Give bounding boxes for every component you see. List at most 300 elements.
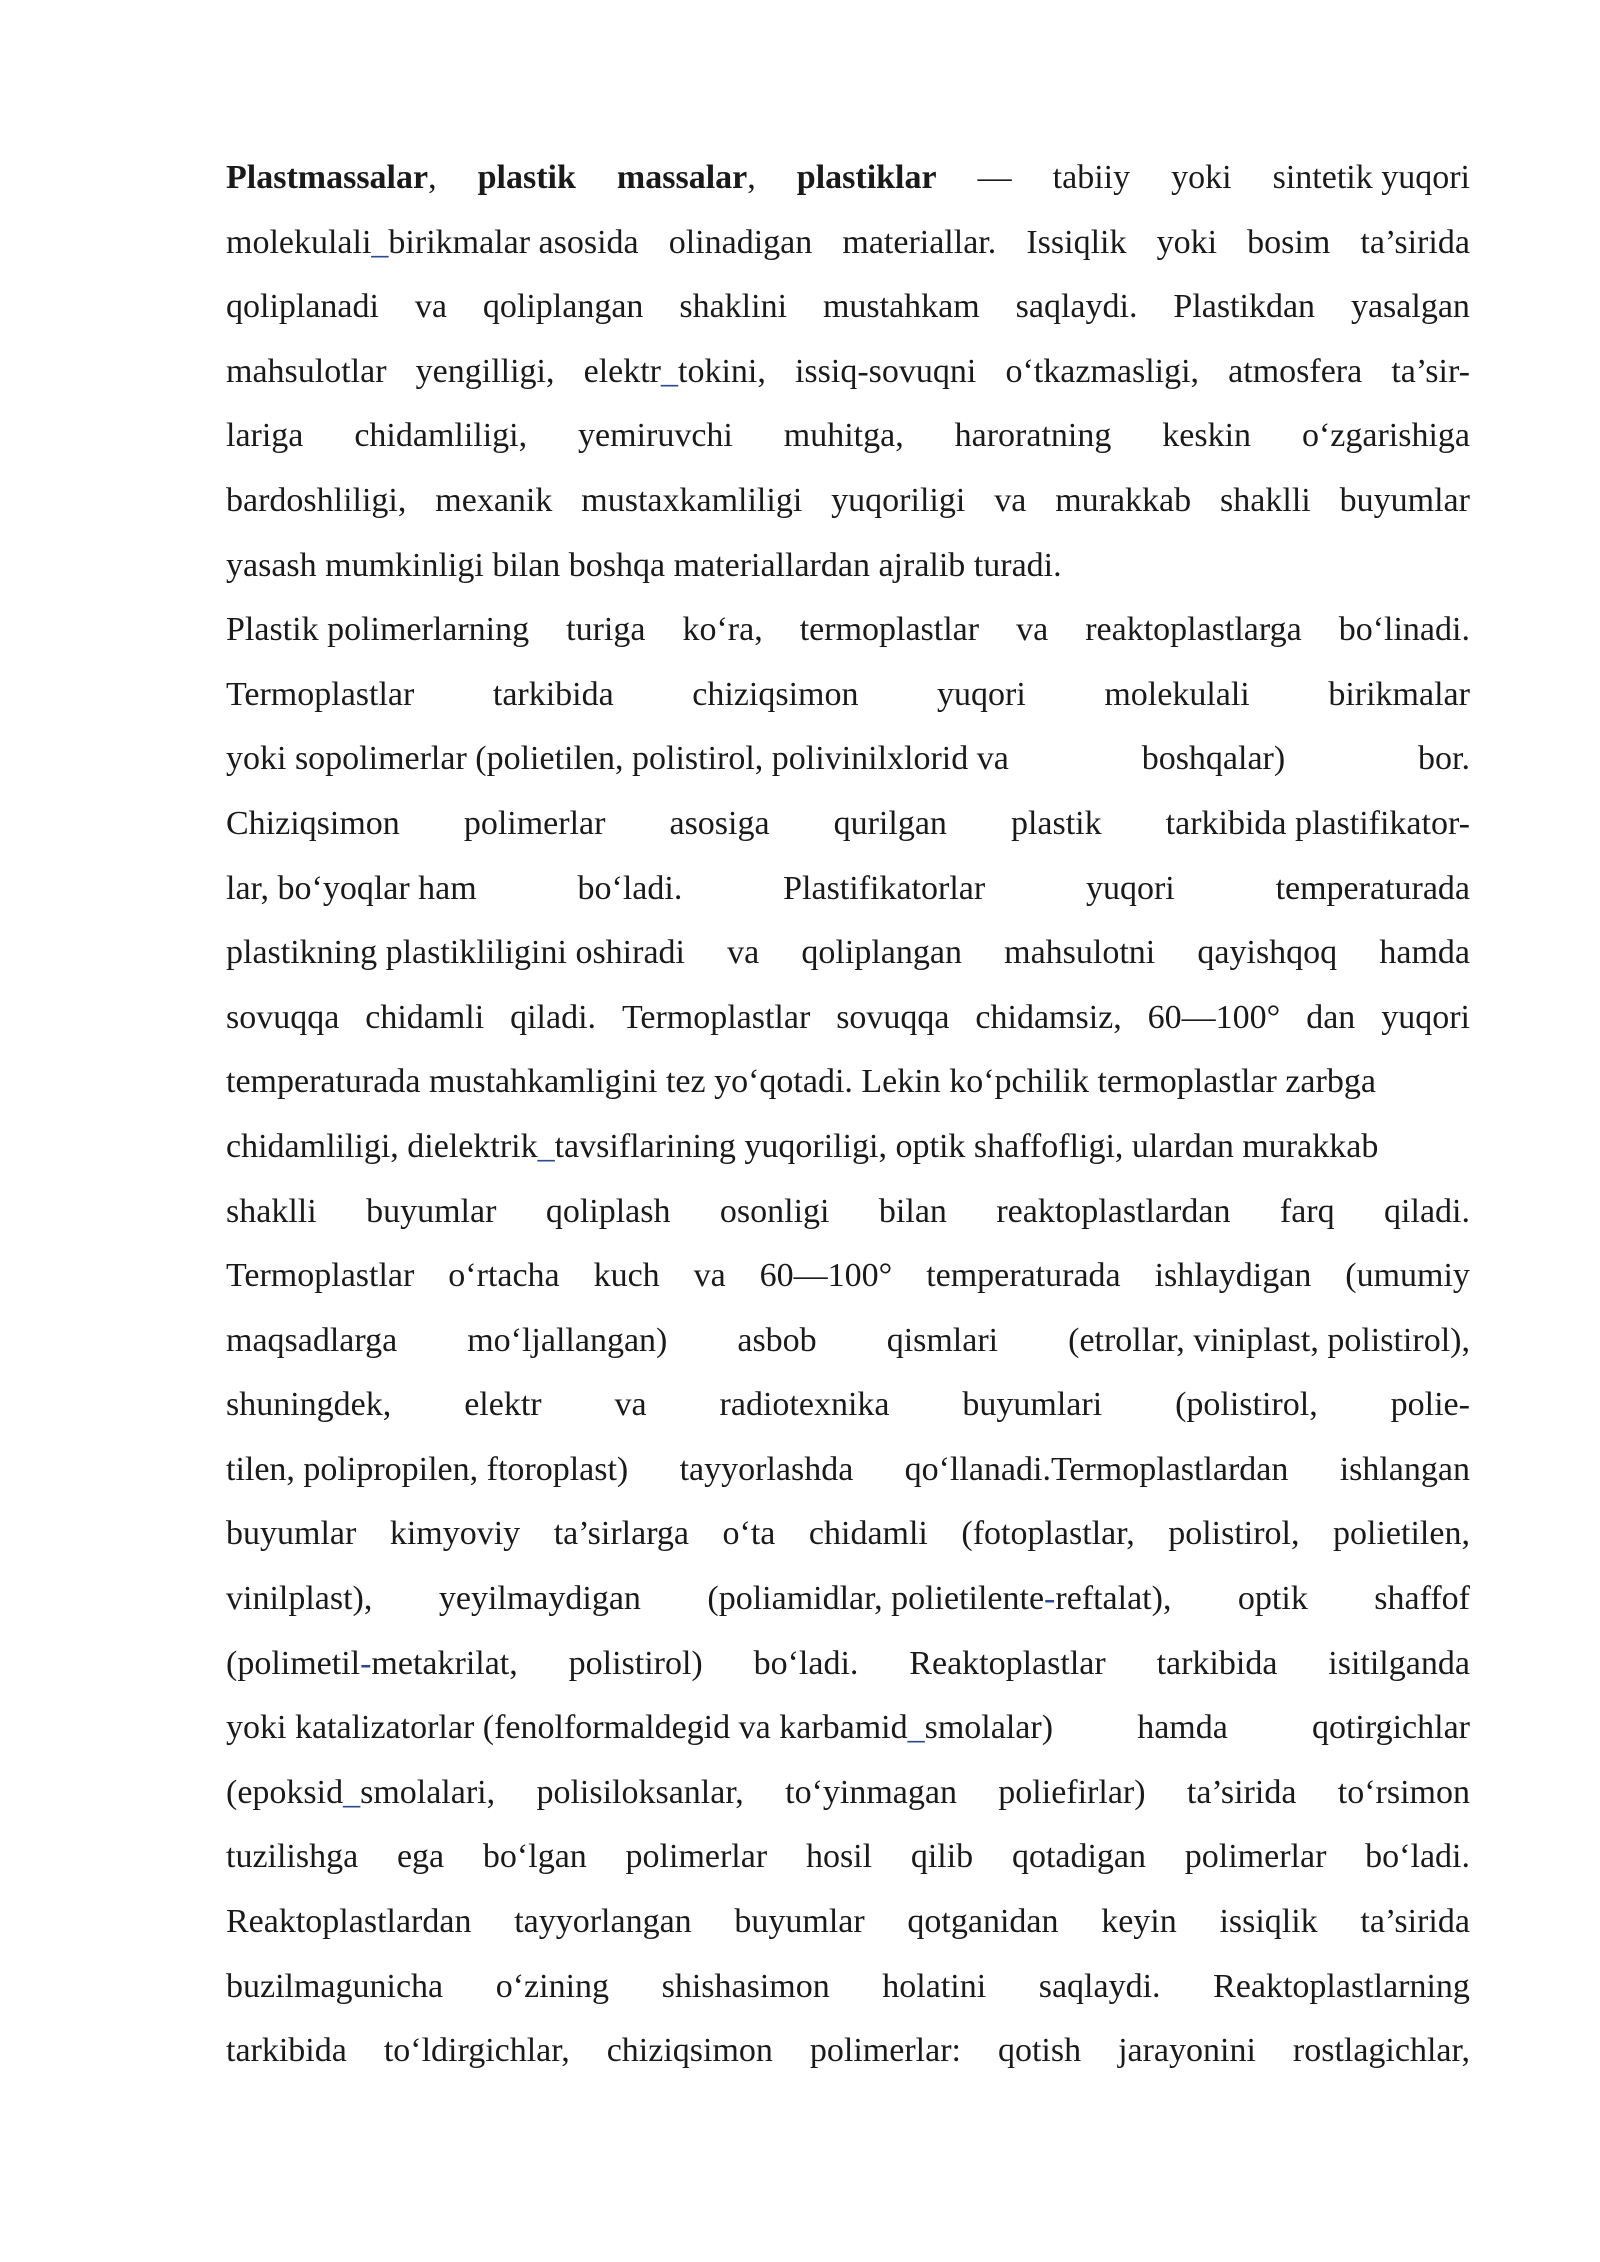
word: Termoplastlar — [226, 1257, 415, 1295]
word: bo‘ladi. — [577, 869, 683, 907]
text-segment — [226, 1373, 391, 1438]
word: sovuqqa — [836, 998, 950, 1036]
word: mahsulotlar — [226, 352, 387, 390]
word: Plastikdan — [1173, 288, 1316, 326]
text-line — [226, 1309, 1470, 1374]
text-segment — [682, 598, 762, 663]
text-segment — [831, 469, 965, 534]
text-segment — [226, 1438, 628, 1503]
word: asosiga — [669, 804, 770, 842]
text-segment — [926, 1244, 1120, 1309]
word: molekulali — [1104, 675, 1250, 713]
text-segment — [594, 1244, 660, 1309]
text-segment — [907, 1890, 1058, 1955]
text-segment — [978, 146, 1012, 211]
word: elektr — [583, 352, 662, 390]
text-segment — [226, 340, 387, 405]
word: yengilligi, — [415, 352, 555, 390]
text-segment — [723, 1502, 776, 1567]
text-segment — [1273, 146, 1470, 211]
word: Issiqlik — [1026, 223, 1127, 261]
text-segment — [464, 1373, 541, 1438]
text-line — [226, 986, 1470, 1051]
text-segment — [226, 921, 685, 986]
word: qismlari — [886, 1321, 999, 1359]
text-segment — [510, 986, 596, 1051]
text-segment — [998, 2019, 1081, 2084]
text-line — [226, 1955, 1470, 2020]
word: chiziqsimon — [692, 675, 859, 713]
word: mo‘ljallangan) — [467, 1321, 668, 1359]
word: va — [614, 1386, 647, 1424]
text-segment — [226, 598, 529, 663]
word: smolalar) — [924, 1709, 1054, 1747]
word: temperaturada — [926, 1257, 1121, 1295]
word: chidamli — [808, 1515, 928, 1553]
word: hamda — [1379, 934, 1470, 972]
word: yoki katalizatorlar (fenolformaldegid va karbamid — [226, 1709, 908, 1747]
word: shaklini — [679, 288, 788, 326]
text-segment — [1166, 792, 1470, 857]
text-segment — [785, 1761, 957, 1826]
word: shaklli — [1220, 481, 1311, 519]
text-segment — [226, 2019, 347, 2084]
text-line — [226, 275, 1470, 340]
text-segment — [800, 598, 979, 663]
word: murakkab — [1055, 481, 1192, 519]
word: polimerlar: — [809, 2032, 961, 2070]
word: yuqori — [1085, 869, 1175, 907]
word: poliefirlar) — [998, 1773, 1146, 1811]
word: materiallar. — [842, 223, 997, 261]
text-segment — [754, 1632, 859, 1697]
text-line — [226, 146, 1470, 211]
word: birikmalar — [1328, 675, 1470, 713]
word: (etrollar, viniplast, polistirol), — [1068, 1321, 1470, 1359]
word: reftalat), — [1055, 1580, 1172, 1618]
word: (polistirol, — [1175, 1386, 1318, 1424]
text-segment — [879, 1180, 947, 1245]
word: Reaktoplastlardan — [226, 1903, 472, 1941]
text-segment — [622, 986, 810, 1051]
text-segment — [226, 1632, 518, 1697]
word: sintetik yuqori — [1272, 159, 1470, 196]
word: buyumlari — [962, 1386, 1103, 1424]
word: tarkibida plastifikator- — [1165, 804, 1470, 842]
text-segment — [955, 404, 1112, 469]
text-segment — [1118, 2019, 1256, 2084]
word: Reaktoplastlarning — [1213, 1967, 1470, 2005]
text-segment — [1340, 1438, 1470, 1503]
word: va — [414, 288, 447, 326]
word: qoliplash — [545, 1192, 671, 1230]
text-segment — [1011, 792, 1102, 857]
text-line — [226, 1438, 1470, 1503]
word: qotadigan — [1011, 1838, 1147, 1876]
text-segment — [1338, 1761, 1470, 1826]
word: ega — [396, 1838, 445, 1876]
word: va — [994, 481, 1027, 519]
word: elektr — [464, 1386, 542, 1424]
word: mustaxkamliligi — [581, 481, 803, 519]
text-segment — [806, 1825, 872, 1890]
word: bo‘ladi. — [753, 1644, 859, 1682]
text-segment — [1005, 340, 1199, 405]
text-segment — [996, 1180, 1230, 1245]
text-segment — [397, 1825, 444, 1890]
text-segment — [1328, 1632, 1470, 1697]
word: tuzilishga — [226, 1838, 359, 1876]
word: bilan — [878, 1192, 947, 1230]
text-segment — [911, 1825, 973, 1890]
text-line — [226, 1115, 1470, 1180]
text-segment — [887, 1309, 998, 1374]
text-segment — [1104, 663, 1249, 728]
text-line — [226, 2019, 1470, 2084]
word: termoplastlar — [799, 611, 980, 649]
text-segment — [439, 1567, 641, 1632]
word: temperaturada — [1275, 869, 1470, 907]
text-segment — [226, 1115, 1378, 1180]
word: ishlaydigan — [1154, 1257, 1312, 1295]
text-segment — [546, 1180, 671, 1245]
text-segment — [226, 663, 414, 728]
text-segment — [1197, 921, 1337, 986]
text-segment — [909, 1632, 1105, 1697]
bold-term: massalar — [616, 159, 748, 196]
bold-term: plastik — [477, 159, 576, 196]
text-segment — [365, 986, 484, 1051]
text-segment — [384, 2019, 570, 2084]
text-segment — [226, 1567, 372, 1632]
text-segment — [581, 469, 802, 534]
word: ta’sirlarga — [553, 1515, 690, 1553]
word: keyin — [1101, 1903, 1177, 1941]
word: polimerlar — [463, 804, 606, 842]
word: metakrilat, — [371, 1644, 518, 1682]
word: radiotexnika — [719, 1386, 890, 1424]
text-segment — [694, 1244, 726, 1309]
word: reaktoplastlardan — [996, 1192, 1231, 1230]
text-segment — [669, 211, 813, 276]
text-segment — [448, 1244, 559, 1309]
text-line — [226, 1825, 1470, 1890]
word: polietilen, — [1333, 1515, 1470, 1553]
text-line — [226, 1050, 1470, 1115]
word: yuqoriligi — [831, 481, 966, 519]
text-segment — [882, 1955, 986, 2020]
text-segment — [496, 1955, 609, 2020]
word: ta’sirida — [1186, 1773, 1297, 1811]
word: 60—100° — [1147, 998, 1281, 1036]
word: qotish — [997, 2032, 1082, 2070]
word: tayyorlangan — [514, 1903, 692, 1941]
text-segment — [1142, 727, 1286, 792]
word: bo‘linadi. — [1338, 611, 1470, 649]
text-line — [226, 1696, 1470, 1761]
text-segment — [1220, 469, 1311, 534]
word: bosim — [1247, 223, 1331, 261]
text-segment — [1365, 1825, 1470, 1890]
text-segment — [1148, 986, 1281, 1051]
text-segment — [1162, 404, 1251, 469]
word: chiziqsimon — [606, 2032, 773, 2070]
text-segment — [1187, 1761, 1297, 1826]
text-segment — [1228, 340, 1362, 405]
word: yemiruvchi — [578, 417, 733, 455]
text-segment — [1219, 1890, 1317, 1955]
text-segment — [566, 598, 645, 663]
word: keskin — [1162, 417, 1252, 455]
text-segment — [226, 146, 437, 211]
text-segment — [1280, 1180, 1335, 1245]
word: to‘yinmagan — [785, 1773, 957, 1811]
link-marker: _ — [907, 1709, 925, 1747]
word: yoki — [1171, 159, 1232, 196]
text-segment — [1213, 1955, 1470, 2020]
word: tarkibida — [492, 675, 614, 713]
text-segment — [1157, 1632, 1278, 1697]
text-segment — [226, 1696, 1053, 1761]
word: tabiiy — [1052, 159, 1131, 196]
text-segment — [1306, 986, 1355, 1051]
word: olinadigan — [668, 223, 813, 261]
text-segment — [1004, 921, 1155, 986]
text-segment — [720, 1373, 890, 1438]
word: qoliplangan — [482, 288, 644, 326]
text-line — [226, 211, 1470, 276]
word: Termoplastlar — [226, 675, 415, 713]
word: yasash mumkinligi bilan boshqa materiallardan ajralib turadi. — [226, 546, 1062, 584]
text-segment — [823, 275, 980, 340]
link-marker: _ — [537, 1127, 555, 1165]
word: bo‘ladi. — [1365, 1838, 1470, 1876]
word: yuqori — [937, 675, 1026, 713]
text-segment — [226, 1955, 443, 2020]
word: rostlagichlar, — [1292, 2032, 1470, 2070]
text-segment — [707, 1567, 1171, 1632]
text-segment — [483, 275, 644, 340]
text-line — [226, 534, 1470, 599]
text-segment — [784, 404, 904, 469]
text-segment — [478, 146, 576, 211]
word: shaffof — [1374, 1580, 1470, 1618]
text-segment — [1391, 1373, 1470, 1438]
word: mexanik — [435, 481, 553, 519]
text-segment — [626, 1825, 768, 1890]
word: saqlaydi. — [1015, 288, 1138, 326]
text-segment — [390, 1502, 520, 1567]
text-segment — [1328, 663, 1470, 728]
text-segment — [720, 1180, 830, 1245]
text-segment — [734, 1890, 864, 1955]
text-segment — [801, 921, 962, 986]
text-line — [226, 921, 1470, 986]
text-segment — [1026, 211, 1126, 276]
text-segment — [1168, 1502, 1299, 1567]
word: isitilganda — [1328, 1644, 1470, 1682]
text-segment — [1175, 1373, 1318, 1438]
text-segment — [1360, 1890, 1470, 1955]
text-segment — [669, 792, 769, 857]
text-segment — [354, 404, 527, 469]
text-segment — [1339, 598, 1470, 663]
word: tarkibida — [226, 2032, 347, 2070]
text-segment — [1374, 1567, 1470, 1632]
text-segment — [464, 792, 606, 857]
text-segment — [797, 146, 937, 211]
word: o‘zining — [495, 1967, 610, 2005]
text-segment — [834, 792, 947, 857]
word: lar, bo‘yoqlar ham — [226, 869, 477, 907]
text-segment — [554, 1502, 689, 1567]
text-segment — [1155, 1244, 1312, 1309]
word: (poliamidlar, polietilente — [707, 1580, 1045, 1618]
text-segment — [842, 211, 996, 276]
text-segment — [226, 986, 339, 1051]
text-segment — [493, 663, 614, 728]
word: o‘tkazmasligi, — [1005, 352, 1200, 390]
text-segment — [1384, 1180, 1470, 1245]
text-segment — [615, 1373, 647, 1438]
text-segment — [1302, 404, 1470, 469]
text-segment — [905, 1438, 1289, 1503]
word: to‘rsimon — [1337, 1773, 1470, 1811]
word: , — [428, 159, 437, 196]
text-segment — [226, 1502, 356, 1567]
text-segment — [226, 1890, 471, 1955]
word: shaklli — [226, 1192, 317, 1230]
text-segment — [569, 1632, 703, 1697]
text-segment — [226, 1309, 397, 1374]
word: kimyoviy — [389, 1515, 521, 1553]
text-segment — [1157, 211, 1217, 276]
word: buyumlar — [226, 1515, 357, 1553]
text-segment — [795, 340, 976, 405]
word: atmosfera — [1228, 352, 1363, 390]
text-segment — [662, 1955, 830, 2020]
word: Termoplastlar — [621, 998, 811, 1036]
text-segment — [1171, 146, 1231, 211]
word: qoliplanadi — [226, 288, 379, 326]
text-segment — [1391, 340, 1470, 405]
text-segment — [1379, 921, 1470, 986]
text-segment — [1137, 1696, 1228, 1761]
word: polimerlar — [625, 1838, 768, 1876]
word: optik — [1237, 1580, 1308, 1618]
word: farq — [1279, 1192, 1335, 1230]
word: maqsadlarga — [226, 1321, 398, 1359]
text-segment — [994, 469, 1026, 534]
word: holatini — [882, 1967, 987, 2005]
text-segment — [1086, 857, 1175, 922]
word: hamda — [1137, 1709, 1228, 1747]
text-segment — [809, 1502, 928, 1567]
text-line — [226, 1373, 1470, 1438]
text-segment — [1247, 211, 1330, 276]
text-segment — [226, 211, 639, 276]
text-segment — [226, 404, 303, 469]
word: shuningdek, — [226, 1386, 392, 1424]
text-segment — [226, 857, 477, 922]
text-segment — [680, 1438, 854, 1503]
word: Plastik polimerlarning — [226, 611, 530, 649]
text-line — [226, 1761, 1470, 1826]
word: ta’sirida — [1360, 1903, 1470, 1941]
text-line — [226, 1244, 1470, 1309]
word: chidamli — [365, 998, 485, 1036]
text-segment — [1068, 1309, 1470, 1374]
text-line — [226, 663, 1470, 728]
word: jarayonini — [1118, 2032, 1256, 2070]
word: birikmalar asosida — [388, 223, 639, 261]
word: osonligi — [719, 1192, 830, 1230]
word: polimerlar — [1184, 1838, 1327, 1876]
word: ishlangan — [1339, 1450, 1470, 1488]
word: qurilgan — [833, 804, 947, 842]
text-line — [226, 1890, 1470, 1955]
text-segment — [578, 857, 683, 922]
text-segment — [536, 1761, 743, 1826]
text-segment — [1016, 598, 1048, 663]
word: bardoshliligi, — [226, 481, 407, 519]
text-segment — [1333, 1502, 1470, 1567]
word: buyumlar — [1339, 481, 1470, 519]
text-line — [226, 469, 1470, 534]
bold-term: plastiklar — [796, 159, 937, 196]
word: to‘ldirgichlar, — [383, 2032, 570, 2070]
word: yoki — [1156, 223, 1218, 261]
text-segment — [226, 1180, 317, 1245]
word: qilib — [910, 1838, 974, 1876]
link-marker: _ — [661, 352, 679, 390]
word: plastikning plastikliligini oshiradi — [226, 934, 685, 972]
word: issiq-sovuqni — [794, 352, 977, 390]
text-segment — [578, 404, 733, 469]
text-segment — [226, 534, 1062, 599]
text-line — [226, 404, 1470, 469]
word: (fotoplastlar, — [961, 1515, 1135, 1553]
word: Chiziqsimon — [226, 804, 400, 842]
text-segment — [1185, 1825, 1327, 1890]
text-segment — [1340, 469, 1470, 534]
word: mustahkam — [822, 288, 980, 326]
text-segment — [226, 1761, 495, 1826]
text-segment — [435, 469, 552, 534]
word: buzilmagunicha — [226, 1967, 444, 2005]
text-segment — [416, 340, 555, 405]
text-segment — [226, 792, 400, 857]
word: hosil — [805, 1838, 873, 1876]
text-line — [226, 857, 1470, 922]
text-line — [226, 792, 1470, 857]
text-line — [226, 1632, 1470, 1697]
word: qoliplangan — [801, 934, 962, 972]
text-segment — [607, 2019, 773, 2084]
text-segment — [617, 146, 756, 211]
word: chidamliligi, dielektrik — [226, 1127, 538, 1165]
link-marker: - — [1044, 1580, 1056, 1618]
text-segment — [1053, 146, 1130, 211]
word: tavsiflarining yuqoriligi, optik shaffofligi, ulardan murakkab — [554, 1127, 1379, 1165]
text-segment — [1418, 727, 1470, 792]
word: vinilplast), — [226, 1580, 373, 1618]
text-line — [226, 727, 1470, 792]
text-segment — [962, 1373, 1102, 1438]
text-segment — [226, 727, 1009, 792]
word: buyumlar — [734, 1903, 865, 1941]
word: plastik — [1010, 804, 1102, 842]
